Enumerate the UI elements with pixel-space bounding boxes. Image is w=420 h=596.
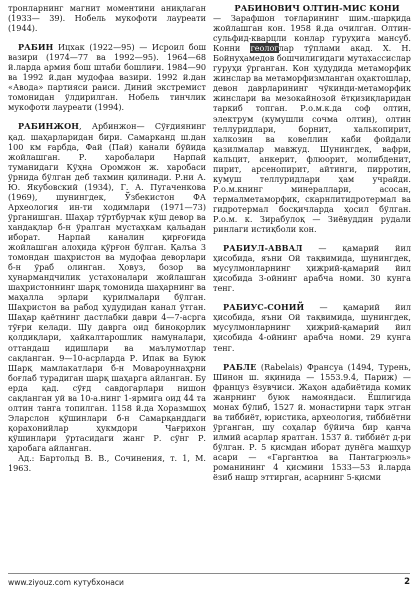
entry-rabinovich	[213, 3, 411, 234]
entry-rabinjon-source: Ад.: Бартольд В. В., Сочинения, т. 1, М. 1963.	[8, 453, 206, 474]
highlighted-term: геолог	[250, 43, 279, 54]
entry-rabius-soniy	[213, 302, 411, 352]
headword-rabiul-aval: РАБИУЛ-АВВАЛ	[223, 243, 303, 254]
entry-rabinovich-text-a: — Зарафшон тоғларининг шим.-шарқида жойлашган кон. 1958 й.да очилган. Олтин-сульфид-кварцли конлар гуруҳига мансуб. Конни	[213, 13, 411, 54]
entry-continuation	[8, 3, 206, 33]
entry-rabinjon-body	[8, 121, 206, 453]
entry-rabinovich-body	[213, 13, 411, 234]
entry-rable-body	[213, 362, 411, 483]
entry-rabinjon	[8, 121, 206, 473]
entry-rable	[213, 362, 411, 483]
entry-rabiul-aval	[213, 243, 411, 293]
page-number: 2	[404, 577, 410, 587]
headword-rabin: РАБИН	[18, 42, 54, 53]
entry-rabinovich-title: РАБИНОВИЧ ОЛТИН-МИС КОНИ	[234, 3, 400, 13]
entry-rabiul-aval-body	[213, 243, 411, 293]
left-column	[8, 3, 206, 570]
entry-rabin	[8, 42, 206, 112]
entry-rabiul-aval-text: — қамарий йил ҳисобида, яъни Ой тақвимида, шунингдек, мусулмонларнинг ҳижрий-қамарий йил ҳисобида 3-ойнинг арабча номи. 30 кунга тенг.	[213, 243, 411, 294]
page-footer	[8, 573, 410, 594]
entry-rabin-body	[8, 42, 206, 112]
entry-rabius-soniy-text: — қамарий йил ҳисобида, яъни Ой тақвимида, шунингдек, мусулмонларнинг ҳижрий-қамарий йил ҳисобида 4-ойнинг арабча номи. 29 кунга тенг.	[213, 302, 411, 353]
entry-rabin-text: Ицхак (1922—95) — Исроил бош вазири (1974—77 ва 1992—95). 1964—68 й.ларда армия бош штаби бошлиғи. 1984—90 ва 1992 й.дан мудофаа вазири. 1992 й.дан «Авода» партияси раиси. Диний экстремист томонидан ўлдирилган. Нобель тинчлик мукофоти лауреати (1994).	[8, 42, 206, 113]
entry-rable-text: (Rabelais) Франсуа (1494, Турень, Шинон ш. яқинида — 1553.9.4, Париж) — француз ёзувчиси. Жаҳон адабиётида комик жанрнинг буюк намояндаси. Ёшлигида монах бўлиб, 1527 й. монастирни тарк этган ва тиббиёт, юристика, археология, тиббиётни ўрганган, шу соҳалар бўйича бир қанча илмий асарлар яратган. 1537 й. тиббиёт д-ри бўлган. Р. 5 қисмдан иборат дунёга машҳур асари — «Гаргантюа ва Пантагрюэль» романининг 4 қисмини 1533—53 й.ларда ёзиб нашр эттирган, асарнинг 5-қисми	[213, 361, 411, 483]
entry-rabinovich-text-b: лар тўплами акад. Х. Н. Бойнуҳамедов бошчилигидаги мутахассислар гуруҳи ўрганган. Кон ҳудудида метаморфик жинслар ва метаморфизмланган оҳактошлар, девон даврларининг чўкинди-метаморфик жинслари ва мезокайнозой ётқизиқларидан таркиб топган. Р.о.м.к.да соф олтин, электрум (кумушли сочма олтин), олтин теллуридлари, борнит, халькопирит, халкозин ва ковеллин каби фойдали қазилмалар мавжуд. Шунингдек, вафри, кальцит, анкерит, флюорит, молибденит, пирит, арсенопирит, айтинги, пирротин, кумуш теллуридлари ҳам учрайди. Р.о.м.книнг минераллари, асосан, термалметаморфик, скарнлитидротермал ва гидротермал босқичларда ҳосил бўлган. Р.о.м. к. Зирабулоқ — Зиёвуддин рудали ринлаги истиқболи кон.	[213, 43, 411, 235]
entry-rabius-soniy-body	[213, 302, 411, 352]
continuation-text: тронларнинг магнит моментини аниқлаган (1933— 39). Нобель мукофоти лауреати (1944).	[8, 3, 206, 34]
footer-site-link[interactable]: www.ziyouz.com кутубхонаси	[8, 578, 124, 587]
entry-rabinjon-text: , Арбинжон— Сўғдиянинг қад. шаҳарларидан бири. Самарканд ш.дан 100 км ғарбда, Фай (Пай) канали бўйида жойлашган. Р. харобалари Нарпай туманидаги Кўҳна Оромжон ж. харобаси ўрнида бўлган деб тахмин қилинади. Р.ни А. Ю. Якубовский (1934), Г. А. Пугаченкова (1969), шунингдек, Ўзбекистон ФА Археология ин-ти ходимлари (1971—73) ўрганишган. Шаҳар тўртбурчак кўш девор ва хандақлар б-н ўралган мустаҳкам қальадан иборат. Нарпай каналин қирғоғида жойлашган алоҳида қўрғон бўлган. Қалъа 3 томондан шаҳристон ва мудофаа деворлари б-н ўраб олинган. Ҳовуз, бозор ва ҳунармандчилик устахоналари жойлашган шаҳристоннинг шарқ томонида шаҳарнинг ва маҳалла эрлари қурилмалари бўлган. Шаҳристон ва рабод ҳудудидан канал ўтган. Шаҳар қаётнинг дастлабки даври 4—7-асрга тўғри келади. Шу даврга оид биноқорлик қолдиқлари, ҳайкалтарошлик намуналари, оттандаш идишлари ва маълумотлар сақланган. 9—10-асрларда Р. Ипак ва Буюк Шарқ мамлакатлари б-н Мовароуннаҳрни боғлаб турадиган шарқ шаҳарга айланган. Бу ерда қад. сўғд савдогарлари нишон сақланган уй ва 10-а.нинг 1-ярмига оид 44 та олтин танга топилган. 1158 й.да Хоразмшоҳ Эларслон қўшинлари б-н Самарқанддаги қорахонийлар ҳукмдори Чағрихон қўшинлари ўртасидаги жанг Р. сўнг Р. ҳаробага айланган.	[8, 121, 206, 453]
right-column	[213, 3, 411, 570]
headword-rabinjon: РАБИНЖОН	[18, 121, 80, 132]
headword-rable: РАБЛЕ	[223, 361, 257, 372]
headword-rabius-soniy: РАБИУС-СОНИЙ	[223, 302, 305, 313]
